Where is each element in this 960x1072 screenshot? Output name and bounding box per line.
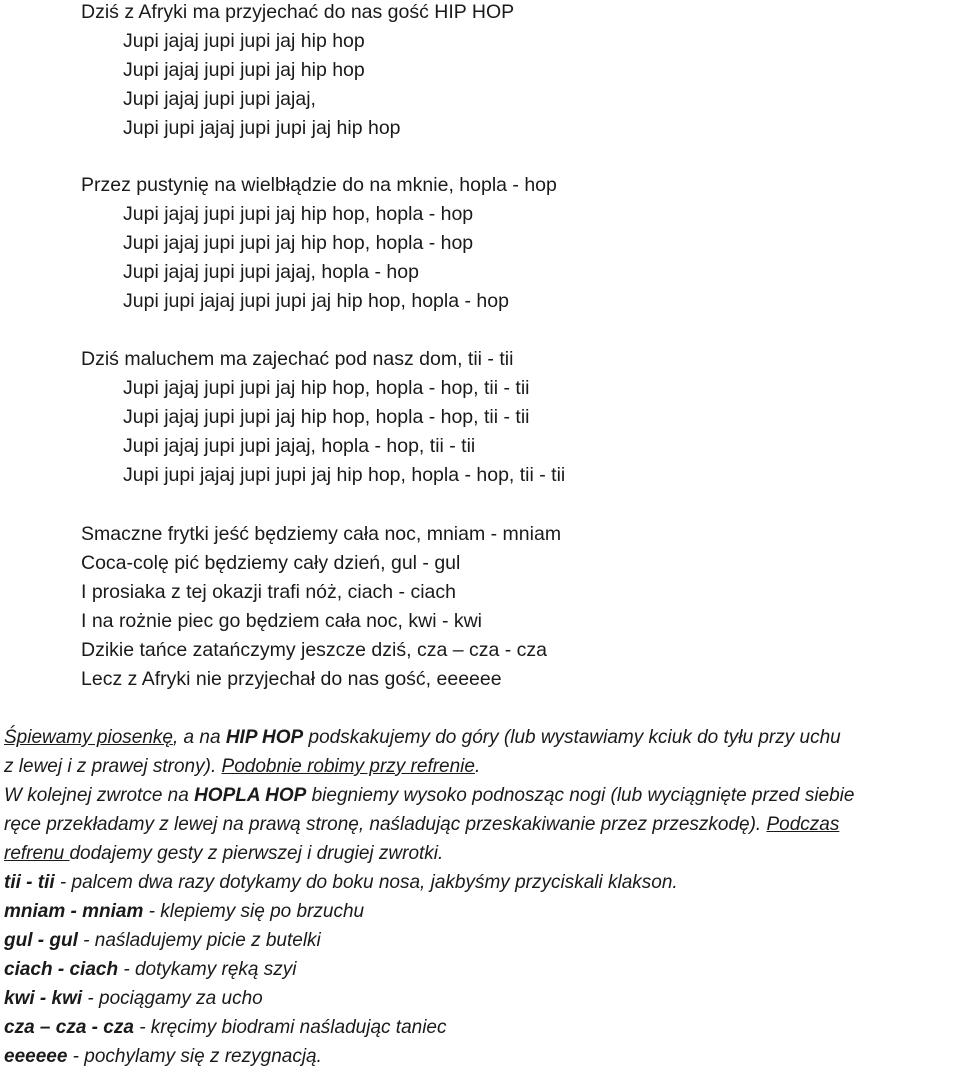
gesture-key: mniam - mniam	[4, 901, 144, 922]
instruction-line-4	[4, 810, 960, 839]
gesture-key: tii - tii	[4, 872, 55, 893]
instruction-sing-song: Śpiewamy piosenkę	[4, 727, 173, 748]
stanza4-line-1: Smaczne frytki jeść będziemy cała noc, mniam - mniam	[81, 523, 562, 545]
instruction-refrain: refrenu	[4, 843, 70, 864]
stanza4-line-3: I prosiaka z tej okazji trafi nóż, ciach - ciach	[81, 581, 456, 603]
instruction-text: podskakujemy do góry (lub wystawiamy kciuk do tyłu przy uchu	[303, 727, 841, 748]
stanza2-line-2: Jupi jajaj jupi jupi jaj hip hop, hopla - hop	[123, 232, 474, 254]
stanza1-line-1: Jupi jajaj jupi jupi jaj hip hop	[123, 30, 365, 52]
stanza3-line-3: Jupi jajaj jupi jupi jajaj, hopla - hop, tii - tii	[123, 435, 476, 457]
gesture-eeeeee	[4, 1042, 960, 1071]
gesture-cza	[4, 1013, 960, 1042]
stanza3-line-2: Jupi jajaj jupi jupi jaj hip hop, hopla - hop, tii - tii	[123, 406, 530, 428]
instruction-line-1	[4, 723, 960, 752]
gesture-key: eeeeee	[4, 1046, 68, 1067]
instruction-text: , a na	[172, 727, 226, 748]
gesture-ciach	[4, 955, 960, 984]
instruction-line-2	[4, 752, 960, 781]
instruction-line-5	[4, 839, 960, 868]
stanza1-line-2: Jupi jajaj jupi jupi jaj hip hop	[123, 59, 365, 81]
gesture-desc: - palcem dwa razy dotykamy do boku nosa, jakbyśmy przyciskali klakson.	[54, 872, 678, 893]
stanza2-line-3: Jupi jajaj jupi jupi jajaj, hopla - hop	[123, 261, 419, 283]
gesture-key: cza – cza - cza	[4, 1017, 134, 1038]
stanza2-line-4: Jupi jupi jajaj jupi jupi jaj hip hop, hopla - hop	[123, 290, 509, 312]
instruction-during: Podczas	[766, 814, 840, 835]
instruction-text: .	[474, 756, 481, 777]
gesture-tii	[4, 868, 960, 897]
gesture-key: gul - gul	[4, 930, 78, 951]
stanza4-line-2: Coca-colę pić będziemy cały dzień, gul - gul	[81, 552, 461, 574]
gesture-mniam	[4, 897, 960, 926]
gesture-desc: - naśladujemy picie z butelki	[77, 930, 321, 951]
stanza3-lead: Dziś maluchem ma zajechać pod nasz dom, tii - tii	[81, 348, 514, 370]
gesture-gul	[4, 926, 960, 955]
instruction-text: dodajemy gesty z pierwszej i drugiej zwrotki.	[69, 843, 444, 864]
instruction-text: z lewej i z prawej strony).	[4, 756, 222, 777]
gesture-desc: - pociągamy za ucho	[82, 988, 263, 1009]
gesture-key: ciach - ciach	[4, 959, 119, 980]
gesture-desc: - kręcimy biodrami naśladując taniec	[133, 1017, 447, 1038]
gesture-desc: - klepiemy się po brzuchu	[143, 901, 365, 922]
instruction-keyword-hopla-hop: HOPLA HOP	[194, 785, 307, 806]
stanza1-line-3: Jupi jajaj jupi jupi jajaj,	[123, 88, 316, 110]
stanza3-line-4: Jupi jupi jajaj jupi jupi jaj hip hop, hopla - hop, tii - tii	[123, 464, 566, 486]
instruction-keyword-hiphop: HIP HOP	[225, 727, 304, 748]
stanza2-line-1: Jupi jajaj jupi jupi jaj hip hop, hopla - hop	[123, 203, 474, 225]
instruction-text: W kolejnej zwrotce na	[4, 785, 195, 806]
instruction-text: biegniemy wysoko podnosząc nogi (lub wyciągnięte przed siebie	[306, 785, 855, 806]
stanza1-line-4: Jupi jupi jajaj jupi jupi jaj hip hop	[123, 117, 401, 139]
gesture-key: kwi - kwi	[4, 988, 83, 1009]
gesture-desc: - dotykamy ręką szyi	[118, 959, 297, 980]
stanza3-line-1: Jupi jajaj jupi jupi jaj hip hop, hopla - hop, tii - tii	[123, 377, 530, 399]
instruction-text: ręce przekładamy z lewej na prawą stronę, naśladując przeskakiwanie przez przeszkodę).	[4, 814, 767, 835]
instruction-refrain-note: Podobnie robimy przy refrenie	[221, 756, 475, 777]
stanza2-lead: Przez pustynię na wielbłądzie do na mknie, hopla - hop	[81, 174, 557, 196]
stanza4-line-4: I na rożnie piec go będziem cała noc, kwi - kwi	[81, 610, 483, 632]
stanza4-line-5: Dzikie tańce zatańczymy jeszcze dziś, cza – cza - cza	[81, 639, 547, 661]
gesture-desc: - pochylamy się z rezygnacją.	[67, 1046, 322, 1067]
stanza1-lead: Dziś z Afryki ma przyjechać do nas gość HIP HOP	[81, 1, 515, 23]
stanza4-line-6: Lecz z Afryki nie przyjechał do nas gość, eeeeee	[81, 668, 502, 690]
instruction-line-3	[4, 781, 960, 810]
gesture-kwi	[4, 984, 960, 1013]
